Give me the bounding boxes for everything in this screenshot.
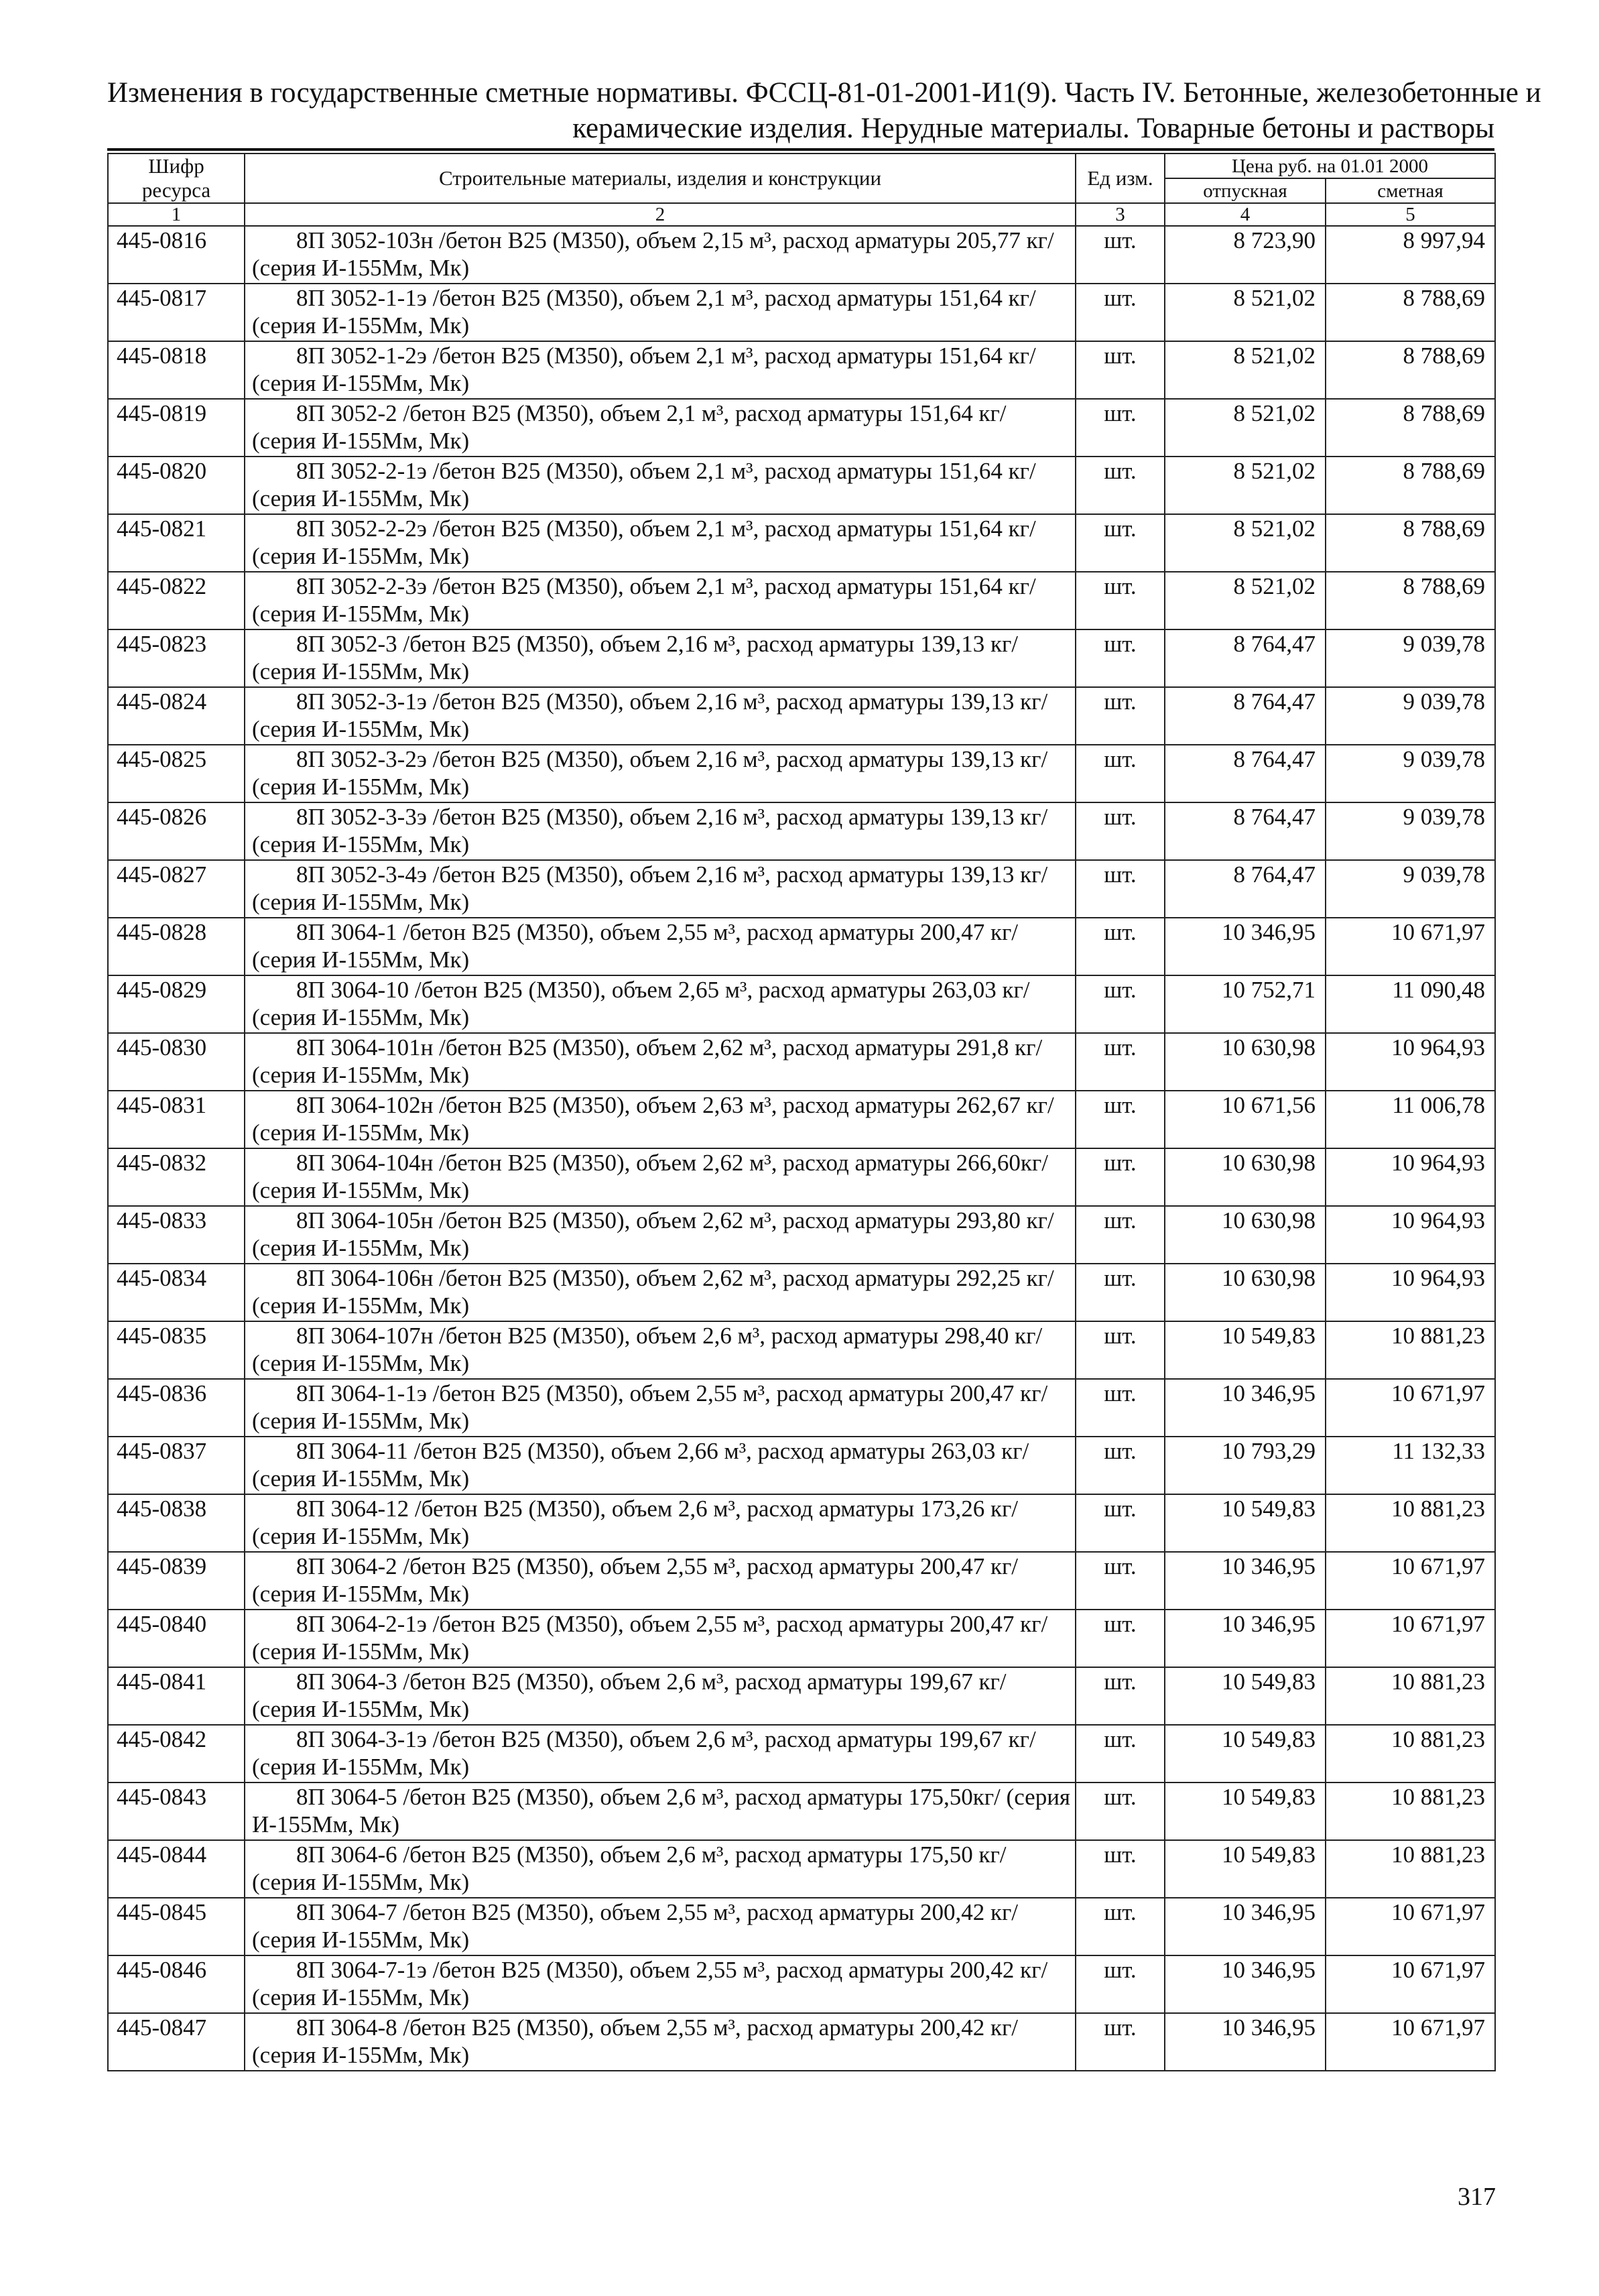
release-price-cell: 10 549,83 [1165, 1321, 1326, 1379]
resource-code-cell: 445-0828 [108, 918, 245, 975]
release-price-cell: 8 764,47 [1165, 687, 1326, 745]
header-materials: Строительные материалы, изделия и конструкции [245, 154, 1076, 203]
estimate-price-cell: 10 881,23 [1326, 1321, 1495, 1379]
table-row [108, 457, 1495, 514]
unit-cell: шт. [1076, 1898, 1165, 1955]
table-row [108, 860, 1495, 918]
unit-cell: шт. [1076, 802, 1165, 860]
unit-cell: шт. [1076, 1091, 1165, 1148]
estimate-price-cell: 11 132,33 [1326, 1437, 1495, 1494]
unit-cell: шт. [1076, 399, 1165, 457]
table-row [108, 1783, 1495, 1840]
unit-cell: шт. [1076, 745, 1165, 802]
table-row [108, 745, 1495, 802]
resource-code-cell: 445-0837 [108, 1437, 245, 1494]
resource-code-cell: 445-0830 [108, 1033, 245, 1091]
resource-code-cell: 445-0817 [108, 284, 245, 341]
table-row [108, 284, 1495, 341]
estimate-price-cell: 8 788,69 [1326, 457, 1495, 514]
estimate-price-cell: 8 997,94 [1326, 226, 1495, 284]
resource-price-table [107, 153, 1496, 2071]
unit-cell: шт. [1076, 1379, 1165, 1437]
release-price-cell: 10 346,95 [1165, 2013, 1326, 2071]
material-description-cell: 8П 3052-1-2э /бетон В25 (М350), объем 2,1 м³, расход арматуры 151,64 кг/ (серия И-155Мм, Мк) [245, 341, 1076, 399]
table-row [108, 572, 1495, 629]
resource-code-cell: 445-0847 [108, 2013, 245, 2071]
release-price-cell: 8 521,02 [1165, 399, 1326, 457]
table-row [108, 341, 1495, 399]
estimate-price-cell: 10 671,97 [1326, 1379, 1495, 1437]
release-price-cell: 10 630,98 [1165, 1206, 1326, 1264]
estimate-price-cell: 10 671,97 [1326, 1955, 1495, 2013]
column-number: 2 [245, 203, 1076, 226]
material-description-cell: 8П 3064-12 /бетон В25 (М350), объем 2,6 м³, расход арматуры 173,26 кг/ (серия И-155Мм, Мк) [245, 1494, 1076, 1552]
column-numbers-row [108, 203, 1495, 226]
material-description-cell: 8П 3064-2 /бетон В25 (М350), объем 2,55 м³, расход арматуры 200,47 кг/ (серия И-155Мм, Мк) [245, 1552, 1076, 1610]
release-price-cell: 10 549,83 [1165, 1494, 1326, 1552]
table-row [108, 1667, 1495, 1725]
resource-code-cell: 445-0841 [108, 1667, 245, 1725]
estimate-price-cell: 10 671,97 [1326, 1610, 1495, 1667]
material-description-cell: 8П 3064-3-1э /бетон В25 (М350), объем 2,6 м³, расход арматуры 199,67 кг/ (серия И-155Мм, Мк) [245, 1725, 1076, 1783]
release-price-cell: 8 764,47 [1165, 802, 1326, 860]
resource-code-cell: 445-0823 [108, 629, 245, 687]
release-price-cell: 10 346,95 [1165, 1955, 1326, 2013]
header-release-price: отпускная [1165, 178, 1326, 203]
release-price-cell: 10 671,56 [1165, 1091, 1326, 1148]
unit-cell: шт. [1076, 226, 1165, 284]
unit-cell: шт. [1076, 1148, 1165, 1206]
table-row [108, 1091, 1495, 1148]
release-price-cell: 10 549,83 [1165, 1783, 1326, 1840]
material-description-cell: 8П 3052-3-4э /бетон В25 (М350), объем 2,16 м³, расход арматуры 139,13 кг/ (серия И-155Мм, Мк) [245, 860, 1076, 918]
release-price-cell: 10 630,98 [1165, 1264, 1326, 1321]
release-price-cell: 10 549,83 [1165, 1840, 1326, 1898]
resource-code-cell: 445-0843 [108, 1783, 245, 1840]
unit-cell: шт. [1076, 1552, 1165, 1610]
release-price-cell: 10 346,95 [1165, 1379, 1326, 1437]
release-price-cell: 10 346,95 [1165, 1552, 1326, 1610]
estimate-price-cell: 9 039,78 [1326, 860, 1495, 918]
unit-cell: шт. [1076, 1667, 1165, 1725]
release-price-cell: 10 346,95 [1165, 1898, 1326, 1955]
material-description-cell: 8П 3052-2-1э /бетон В25 (М350), объем 2,1 м³, расход арматуры 151,64 кг/ (серия И-155Мм, Мк) [245, 457, 1076, 514]
estimate-price-cell: 10 881,23 [1326, 1783, 1495, 1840]
material-description-cell: 8П 3064-10 /бетон В25 (М350), объем 2,65 м³, расход арматуры 263,03 кг/ (серия И-155Мм, Мк) [245, 975, 1076, 1033]
table-row [108, 918, 1495, 975]
estimate-price-cell: 10 964,93 [1326, 1033, 1495, 1091]
material-description-cell: 8П 3064-6 /бетон В25 (М350), объем 2,6 м³, расход арматуры 175,50 кг/ (серия И-155Мм, Мк) [245, 1840, 1076, 1898]
resource-code-cell: 445-0816 [108, 226, 245, 284]
release-price-cell: 10 549,83 [1165, 1725, 1326, 1783]
material-description-cell: 8П 3064-107н /бетон В25 (М350), объем 2,6 м³, расход арматуры 298,40 кг/ (серия И-155Мм, Мк) [245, 1321, 1076, 1379]
estimate-price-cell: 10 964,93 [1326, 1148, 1495, 1206]
unit-cell: шт. [1076, 514, 1165, 572]
resource-code-cell: 445-0824 [108, 687, 245, 745]
table-row [108, 687, 1495, 745]
unit-cell: шт. [1076, 341, 1165, 399]
estimate-price-cell: 11 006,78 [1326, 1091, 1495, 1148]
estimate-price-cell: 10 881,23 [1326, 1667, 1495, 1725]
resource-code-cell: 445-0819 [108, 399, 245, 457]
material-description-cell: 8П 3064-2-1э /бетон В25 (М350), объем 2,55 м³, расход арматуры 200,47 кг/ (серия И-155Мм, Мк) [245, 1610, 1076, 1667]
resource-code-cell: 445-0842 [108, 1725, 245, 1783]
estimate-price-cell: 10 881,23 [1326, 1840, 1495, 1898]
table-row [108, 1840, 1495, 1898]
unit-cell: шт. [1076, 1033, 1165, 1091]
column-number: 4 [1165, 203, 1326, 226]
release-price-cell: 8 764,47 [1165, 745, 1326, 802]
material-description-cell: 8П 3064-3 /бетон В25 (М350), объем 2,6 м³, расход арматуры 199,67 кг/ (серия И-155Мм, Мк) [245, 1667, 1076, 1725]
table-row [108, 2013, 1495, 2071]
release-price-cell: 10 752,71 [1165, 975, 1326, 1033]
resource-code-cell: 445-0844 [108, 1840, 245, 1898]
unit-cell: шт. [1076, 687, 1165, 745]
estimate-price-cell: 11 090,48 [1326, 975, 1495, 1033]
estimate-price-cell: 10 964,93 [1326, 1206, 1495, 1264]
material-description-cell: 8П 3052-1-1э /бетон В25 (М350), объем 2,1 м³, расход арматуры 151,64 кг/ (серия И-155Мм, Мк) [245, 284, 1076, 341]
resource-code-cell: 445-0835 [108, 1321, 245, 1379]
material-description-cell: 8П 3064-102н /бетон В25 (М350), объем 2,63 м³, расход арматуры 262,67 кг/ (серия И-155Мм, Мк) [245, 1091, 1076, 1148]
resource-code-cell: 445-0827 [108, 860, 245, 918]
table-row [108, 975, 1495, 1033]
table-row [108, 1148, 1495, 1206]
header-estimate-price: сметная [1326, 178, 1495, 203]
resource-code-cell: 445-0840 [108, 1610, 245, 1667]
estimate-price-cell: 10 671,97 [1326, 1898, 1495, 1955]
unit-cell: шт. [1076, 572, 1165, 629]
resource-code-cell: 445-0833 [108, 1206, 245, 1264]
release-price-cell: 8 521,02 [1165, 457, 1326, 514]
release-price-cell: 8 723,90 [1165, 226, 1326, 284]
table-row [108, 399, 1495, 457]
material-description-cell: 8П 3052-2-3э /бетон В25 (М350), объем 2,1 м³, расход арматуры 151,64 кг/ (серия И-155Мм, Мк) [245, 572, 1076, 629]
resource-code-cell: 445-0836 [108, 1379, 245, 1437]
material-description-cell: 8П 3052-103н /бетон В25 (М350), объем 2,15 м³, расход арматуры 205,77 кг/ (серия И-155Мм, Мк) [245, 226, 1076, 284]
estimate-price-cell: 9 039,78 [1326, 687, 1495, 745]
resource-code-cell: 445-0838 [108, 1494, 245, 1552]
unit-cell: шт. [1076, 1264, 1165, 1321]
table-row [108, 1321, 1495, 1379]
unit-cell: шт. [1076, 918, 1165, 975]
unit-cell: шт. [1076, 1321, 1165, 1379]
material-description-cell: 8П 3052-2-2э /бетон В25 (М350), объем 2,1 м³, расход арматуры 151,64 кг/ (серия И-155Мм, Мк) [245, 514, 1076, 572]
material-description-cell: 8П 3064-106н /бетон В25 (М350), объем 2,62 м³, расход арматуры 292,25 кг/ (серия И-155Мм, Мк) [245, 1264, 1076, 1321]
resource-code-cell: 445-0826 [108, 802, 245, 860]
estimate-price-cell: 10 671,97 [1326, 2013, 1495, 2071]
unit-cell: шт. [1076, 975, 1165, 1033]
unit-cell: шт. [1076, 1206, 1165, 1264]
unit-cell: шт. [1076, 1610, 1165, 1667]
table-row [108, 1610, 1495, 1667]
material-description-cell: 8П 3064-5 /бетон В25 (М350), объем 2,6 м³, расход арматуры 175,50кг/ (серия И-155Мм, Мк) [245, 1783, 1076, 1840]
unit-cell: шт. [1076, 457, 1165, 514]
resource-code-cell: 445-0832 [108, 1148, 245, 1206]
table-row [108, 514, 1495, 572]
table-row [108, 1898, 1495, 1955]
material-description-cell: 8П 3052-3-1э /бетон В25 (М350), объем 2,16 м³, расход арматуры 139,13 кг/ (серия И-155Мм, Мк) [245, 687, 1076, 745]
estimate-price-cell: 8 788,69 [1326, 341, 1495, 399]
table-row [108, 1552, 1495, 1610]
release-price-cell: 10 549,83 [1165, 1667, 1326, 1725]
material-description-cell: 8П 3064-1-1э /бетон В25 (М350), объем 2,55 м³, расход арматуры 200,47 кг/ (серия И-155Мм, Мк) [245, 1379, 1076, 1437]
resource-code-cell: 445-0821 [108, 514, 245, 572]
estimate-price-cell: 9 039,78 [1326, 802, 1495, 860]
unit-cell: шт. [1076, 1783, 1165, 1840]
estimate-price-cell: 8 788,69 [1326, 572, 1495, 629]
unit-cell: шт. [1076, 1437, 1165, 1494]
table-row [108, 1206, 1495, 1264]
header-code: Шифр ресурса [108, 154, 245, 203]
table-row [108, 802, 1495, 860]
material-description-cell: 8П 3052-2 /бетон В25 (М350), объем 2,1 м³, расход арматуры 151,64 кг/ (серия И-155Мм, Мк) [245, 399, 1076, 457]
resource-code-cell: 445-0820 [108, 457, 245, 514]
estimate-price-cell: 10 881,23 [1326, 1494, 1495, 1552]
estimate-price-cell: 10 964,93 [1326, 1264, 1495, 1321]
release-price-cell: 8 764,47 [1165, 629, 1326, 687]
release-price-cell: 8 521,02 [1165, 572, 1326, 629]
material-description-cell: 8П 3064-7 /бетон В25 (М350), объем 2,55 м³, расход арматуры 200,42 кг/ (серия И-155Мм, Мк) [245, 1898, 1076, 1955]
resource-code-cell: 445-0845 [108, 1898, 245, 1955]
material-description-cell: 8П 3064-7-1э /бетон В25 (М350), объем 2,55 м³, расход арматуры 200,42 кг/ (серия И-155Мм, Мк) [245, 1955, 1076, 2013]
resource-code-cell: 445-0834 [108, 1264, 245, 1321]
material-description-cell: 8П 3064-11 /бетон В25 (М350), объем 2,66 м³, расход арматуры 263,03 кг/ (серия И-155Мм, Мк) [245, 1437, 1076, 1494]
column-number: 3 [1076, 203, 1165, 226]
table-row [108, 226, 1495, 284]
page-header [107, 75, 1541, 146]
header-unit: Ед изм. [1076, 154, 1165, 203]
release-price-cell: 8 521,02 [1165, 514, 1326, 572]
estimate-price-cell: 9 039,78 [1326, 629, 1495, 687]
unit-cell: шт. [1076, 2013, 1165, 2071]
table-row [108, 1437, 1495, 1494]
table-row [108, 1033, 1495, 1091]
page-number: 317 [1458, 2183, 1496, 2211]
table-row [108, 1955, 1495, 2013]
resource-code-cell: 445-0825 [108, 745, 245, 802]
resource-code-cell: 445-0846 [108, 1955, 245, 2013]
material-description-cell: 8П 3064-1 /бетон В25 (М350), объем 2,55 м³, расход арматуры 200,47 кг/ (серия И-155Мм, Мк) [245, 918, 1076, 975]
unit-cell: шт. [1076, 1955, 1165, 2013]
table-row [108, 1379, 1495, 1437]
estimate-price-cell: 8 788,69 [1326, 399, 1495, 457]
estimate-price-cell: 8 788,69 [1326, 514, 1495, 572]
resource-code-cell: 445-0822 [108, 572, 245, 629]
table-row [108, 1494, 1495, 1552]
unit-cell: шт. [1076, 1725, 1165, 1783]
column-number: 1 [108, 203, 245, 226]
release-price-cell: 10 346,95 [1165, 918, 1326, 975]
material-description-cell: 8П 3064-8 /бетон В25 (М350), объем 2,55 м³, расход арматуры 200,42 кг/ (серия И-155Мм, Мк) [245, 2013, 1076, 2071]
release-price-cell: 8 521,02 [1165, 284, 1326, 341]
column-number: 5 [1326, 203, 1495, 226]
release-price-cell: 10 630,98 [1165, 1033, 1326, 1091]
estimate-price-cell: 8 788,69 [1326, 284, 1495, 341]
unit-cell: шт. [1076, 1494, 1165, 1552]
table-row [108, 1725, 1495, 1783]
release-price-cell: 10 346,95 [1165, 1610, 1326, 1667]
estimate-price-cell: 10 671,97 [1326, 918, 1495, 975]
material-description-cell: 8П 3064-101н /бетон В25 (М350), объем 2,62 м³, расход арматуры 291,8 кг/ (серия И-155Мм, Мк) [245, 1033, 1076, 1091]
material-description-cell: 8П 3052-3-3э /бетон В25 (М350), объем 2,16 м³, расход арматуры 139,13 кг/ (серия И-155Мм, Мк) [245, 802, 1076, 860]
unit-cell: шт. [1076, 860, 1165, 918]
resource-code-cell: 445-0839 [108, 1552, 245, 1610]
unit-cell: шт. [1076, 629, 1165, 687]
resource-code-cell: 445-0831 [108, 1091, 245, 1148]
release-price-cell: 10 793,29 [1165, 1437, 1326, 1494]
table-row [108, 1264, 1495, 1321]
header-title-line-1: Изменения в государственные сметные нормативы. ФССЦ-81-01-2001-И1(9). Часть IV. Бетонные, железобетонные и [107, 77, 1541, 109]
release-price-cell: 8 764,47 [1165, 860, 1326, 918]
material-description-cell: 8П 3052-3-2э /бетон В25 (М350), объем 2,16 м³, расход арматуры 139,13 кг/ (серия И-155Мм, Мк) [245, 745, 1076, 802]
unit-cell: шт. [1076, 1840, 1165, 1898]
table-row [108, 629, 1495, 687]
release-price-cell: 10 630,98 [1165, 1148, 1326, 1206]
header-divider [107, 148, 1494, 151]
table-body [108, 226, 1495, 2071]
header-price: Цена руб. на 01.01 2000 [1165, 154, 1495, 178]
material-description-cell: 8П 3052-3 /бетон В25 (М350), объем 2,16 м³, расход арматуры 139,13 кг/ (серия И-155Мм, Мк) [245, 629, 1076, 687]
release-price-cell: 8 521,02 [1165, 341, 1326, 399]
estimate-price-cell: 10 881,23 [1326, 1725, 1495, 1783]
resource-code-cell: 445-0818 [108, 341, 245, 399]
estimate-price-cell: 9 039,78 [1326, 745, 1495, 802]
resource-code-cell: 445-0829 [108, 975, 245, 1033]
material-description-cell: 8П 3064-104н /бетон В25 (М350), объем 2,62 м³, расход арматуры 266,60кг/ (серия И-155Мм, Мк) [245, 1148, 1076, 1206]
unit-cell: шт. [1076, 284, 1165, 341]
header-title-line-2: керамические изделия. Нерудные материалы. Товарные бетоны и растворы [572, 113, 1494, 144]
estimate-price-cell: 10 671,97 [1326, 1552, 1495, 1610]
material-description-cell: 8П 3064-105н /бетон В25 (М350), объем 2,62 м³, расход арматуры 293,80 кг/ (серия И-155Мм, Мк) [245, 1206, 1076, 1264]
